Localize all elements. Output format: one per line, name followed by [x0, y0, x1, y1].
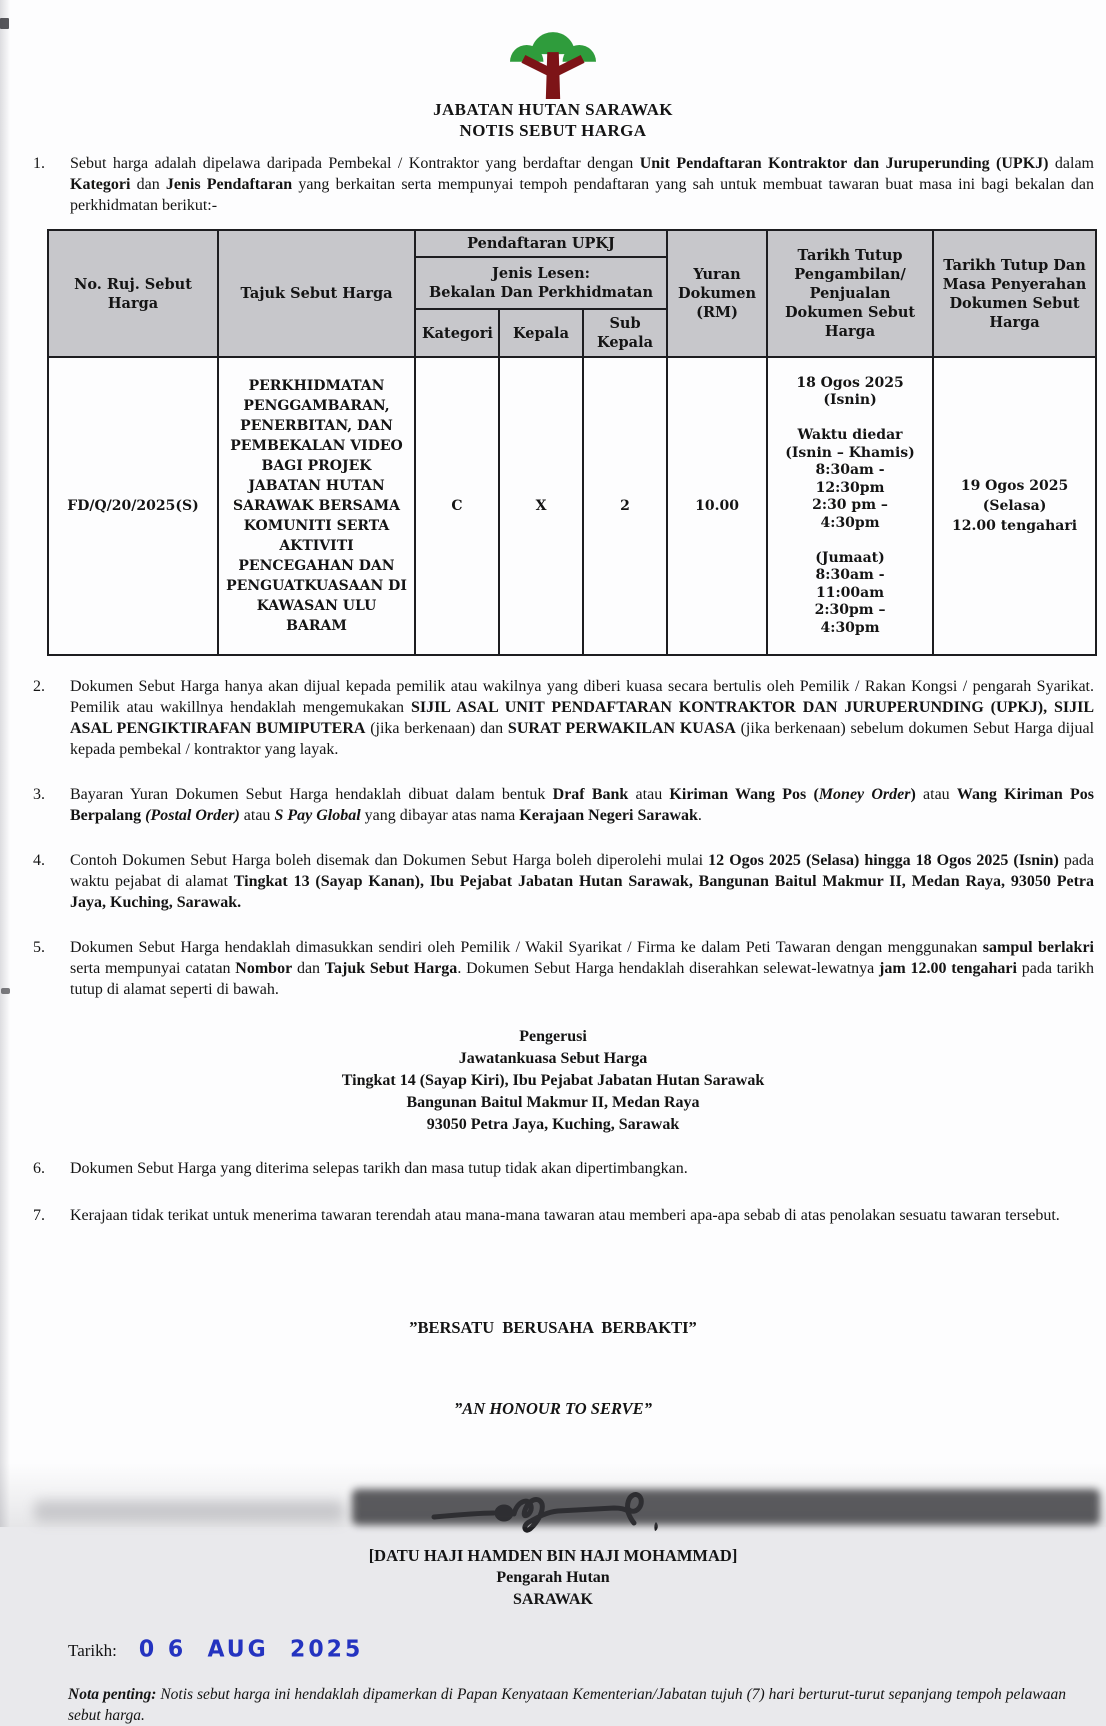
item-text: Bayaran Yuran Dokumen Sebut Harga hendaklah dibuat dalam bentuk Draf Bank atau Kiriman Wang Pos (Money Order) atau Wang Kiriman Pos Berpalang (Postal Order) atau S Pay Global yang dibayar atas nama Kerajaan Negeri Sarawak. — [70, 786, 1095, 824]
item-text: Dokumen Sebut Harga yang diterima selepas tarikh dan masa tutup tidak akan dipertimbangkan. — [70, 1160, 688, 1177]
signatory-block — [0, 1545, 1106, 1611]
date-row — [68, 1637, 1106, 1662]
signatory-title: Pengarah Hutan — [496, 1569, 610, 1586]
org-name: JABATAN HUTAN SARAWAK — [433, 100, 673, 119]
item-text: Kerajaan tidak terikat untuk menerima tawaran terendah atau mana-mana tawaran atau memberi apa-apa sebab di atas penolakan sesuatu tawaran tersebut. — [70, 1207, 1060, 1224]
header-kepala: Kepala — [499, 309, 583, 357]
cell-sub-kepala: 2 — [583, 357, 667, 655]
cell-no-ruj: FD/Q/20/2025(S) — [48, 357, 218, 655]
list-item-3 — [33, 784, 1094, 826]
cell-tajuk: PERKHIDMATAN PENGGAMBARAN, PENERBITAN, DAN PEMBEKALAN VIDEO BAGI PROJEK JABATAN HUTAN SARAWAK BERSAMA KOMUNITI SERTA AKTIVITI PENCEGAHAN DAN PENGUATKUASAAN DI KAWASAN ULU BARAM — [218, 357, 415, 655]
header-tarikh-penyerahan: Tarikh Tutup Dan Masa Penyerahan Dokumen Sebut Harga — [933, 230, 1096, 357]
item-number: 3. — [33, 786, 45, 803]
header-pendaftaran-upkj: Pendaftaran UPKJ — [415, 230, 667, 257]
document-header — [0, 0, 1106, 141]
cell-tarikh-pengambilan: 18 Ogos 2025 (Isnin) Waktu diedar (Isnin – Khamis) 8:30am - 12:30pm 2:30 pm – 4:30pm (Jumaat) 8:30am - 11:00am 2:30pm – 4:30pm — [767, 357, 933, 655]
item-number: 4. — [33, 852, 45, 869]
scan-artifact-mid-left — [1, 988, 10, 994]
tree-logo-icon — [505, 13, 601, 99]
item-text: Sebut harga adalah dipelawa daripada Pembekal / Kontraktor yang berdaftar dengan Unit Pendaftaran Kontraktor dan Juruperunding (UPKJ) dalam Kategori dan Jenis Pendaftaran yang berkaitan serta mempunyai tempoh pendaftaran yang sah untuk membuat tawaran buat masa ini bagi bekalan dan perkhidmatan berikut:- — [70, 155, 1095, 214]
item-number: 6. — [33, 1160, 45, 1177]
item-text: Contoh Dokumen Sebut Harga boleh disemak dan Dokumen Sebut Harga boleh diperolehi mulai 12 Ogos 2025 (Selasa) hingga 18 Ogos 2025 (Isnin) pada waktu pejabat di alamat Tingkat 13 (Sayap Kanan), Ibu Pejabat Jabatan Hutan Sarawak, Bangunan Baitul Makmur II, Medan Raya, 93050 Petra Jaya, Kuching, Sarawak. — [70, 852, 1095, 911]
cell-tarikh-penyerahan: 19 Ogos 2025 (Selasa) 12.00 tengahari — [933, 357, 1096, 655]
scan-artifact-top-left — [0, 18, 9, 29]
item-text: Dokumen Sebut Harga hanya akan dijual kepada pemilik atau wakilnya yang diberi kuasa secara bertulis oleh Pemilik / Rakan Kongsi / pengarah Syarikat. Pemilik atau wakillnya hendaklah mengemukakan SIJIL ASAL UNIT PENDAFTARAN KONTRAKTOR DAN JURUPERUNDING (UPKJ), SIJIL ASAL PENGIKTIRAFAN BUMIPUTERA (jika berkenaan) dan SURAT PERWAKILAN KUASA (jika berkenaan) sebelum dokumen Sebut Harga dijual kepada pembekal / kontraktor yang layak. — [70, 678, 1095, 758]
list-item-7 — [33, 1205, 1094, 1226]
header-tajuk: Tajuk Sebut Harga — [218, 230, 415, 357]
date-label: Tarikh: — [68, 1641, 117, 1660]
header-jenis-lesen: Jenis Lesen: Bekalan Dan Perkhidmatan — [415, 257, 667, 309]
item-number: 5. — [33, 939, 45, 956]
signatory-name: [DATU HAJI HAMDEN BIN HAJI MOHAMMAD] — [368, 1546, 738, 1565]
tender-table — [47, 229, 1097, 656]
list-item-6 — [33, 1158, 1094, 1179]
item-number: 7. — [33, 1207, 45, 1224]
header-tarikh-pengambilan: Tarikh Tutup Pengambilan/ Penjualan Dokumen Sebut Harga — [767, 230, 933, 357]
table-row — [48, 357, 1096, 655]
header-no-ruj: No. Ruj. Sebut Harga — [48, 230, 218, 357]
tender-table-wrap — [47, 229, 1095, 656]
item-text: Dokumen Sebut Harga hendaklah dimasukkan sendiri oleh Pemilik / Wakil Syarikat / Firma ke dalam Peti Tawaran dengan menggunakan sampul berlakri serta mempunyai catatan Nombor dan Tajuk Sebut Harga. Dokumen Sebut Harga hendaklah diserahkan selewat-lewatnya jam 12.00 tengahari pada tarikh tutup di alamat seperti di bawah. — [70, 939, 1094, 998]
scan-smudge-light — [34, 1500, 344, 1522]
header-sub-kepala: Sub Kepala — [583, 309, 667, 357]
scan-left-edge-shadow — [0, 0, 12, 1527]
submission-address-block: Pengerusi Jawatankuasa Sebut Harga Tingkat 14 (Sayap Kiri), Ibu Pejabat Jabatan Hutan Sarawak Bangunan Baitul Makmur II, Medan Raya 93050 Petra Jaya, Kuching, Sarawak — [341, 1028, 765, 1133]
list-item-1 — [33, 153, 1094, 216]
cell-kepala: X — [499, 357, 583, 655]
signatory-region: SARAWAK — [512, 1591, 593, 1608]
item-number: 2. — [33, 678, 45, 695]
scan-smudge-dark — [352, 1489, 1100, 1525]
list-item-2 — [33, 676, 1094, 760]
header-yuran: Yuran Dokumen (RM) — [667, 230, 767, 357]
motto-line-1: ”BERSATU BERUSAHA BERBAKTI” — [409, 1318, 697, 1337]
motto-block — [0, 1260, 1106, 1476]
important-note: Nota penting: Notis sebut harga ini hendaklah dipamerkan di Papan Kenyataan Kementerian/Jabatan tujuh (7) hari berturut-turut sepanjang tempoh pelawaan sebut harga. — [68, 1686, 1066, 1724]
list-item-5 — [33, 937, 1094, 1000]
date-stamp: 0 6 AUG 2025 — [138, 1636, 364, 1663]
doc-title: NOTIS SEBUT HARGA — [459, 121, 647, 140]
item-number: 1. — [33, 155, 45, 172]
cell-yuran: 10.00 — [667, 357, 767, 655]
header-kategori: Kategori — [415, 309, 499, 357]
list-item-4 — [33, 850, 1094, 913]
cell-kategori: C — [415, 357, 499, 655]
motto-line-2: ”AN HONOUR TO SERVE” — [454, 1399, 652, 1418]
